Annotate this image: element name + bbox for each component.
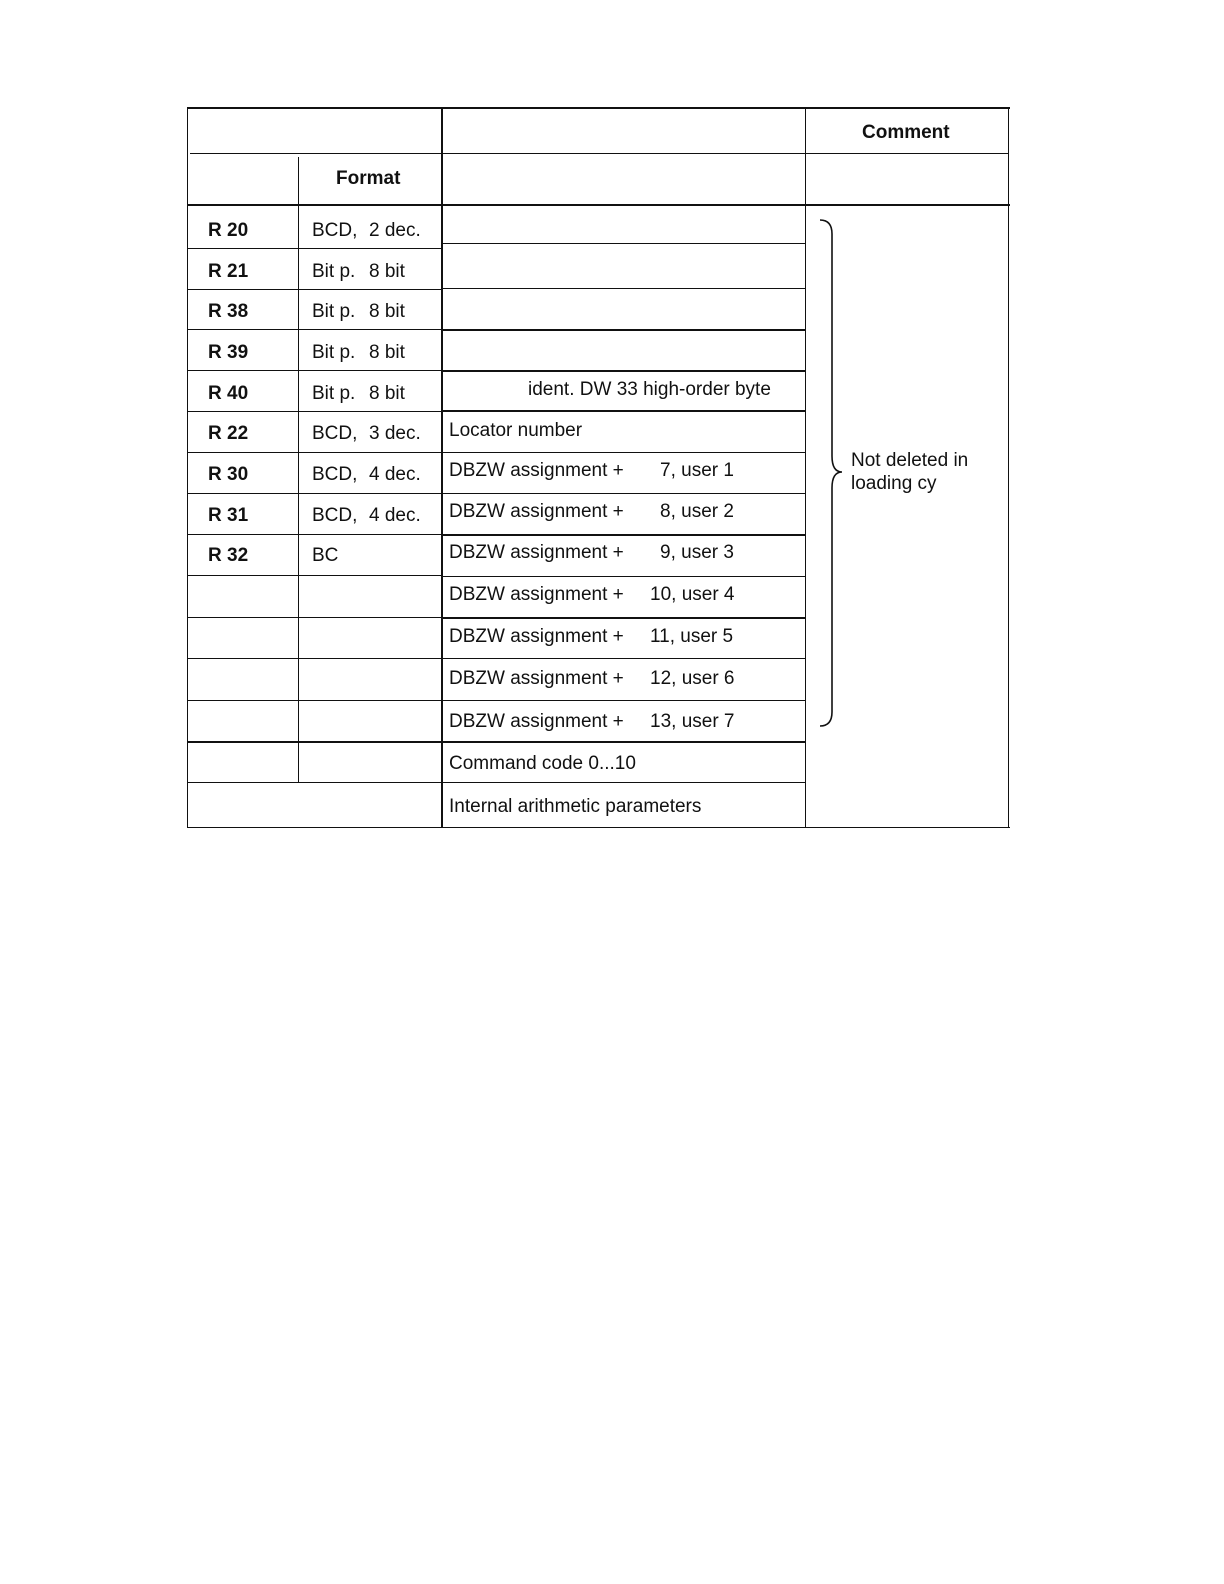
row-divider-left	[187, 534, 441, 535]
register-cell: R 32	[208, 545, 249, 566]
description-cell: DBZW assignment +	[449, 460, 624, 481]
format-cell: Bit p.	[312, 261, 356, 282]
format-detail-cell: 2 dec.	[369, 220, 421, 241]
format-cell: Bit p.	[312, 301, 356, 322]
row-divider-left	[187, 741, 441, 743]
row-divider-left	[187, 658, 441, 659]
description-cell: Internal arithmetic parameters	[449, 796, 702, 817]
format-cell: BCD,	[312, 423, 358, 444]
register-cell: R 40	[208, 383, 249, 404]
row-divider-desc	[441, 782, 805, 783]
register-cell: R 30	[208, 464, 249, 485]
row-divider-desc	[441, 617, 805, 619]
format-detail-cell: 4 dec.	[369, 505, 421, 526]
format-detail-cell: 8 bit	[369, 342, 405, 363]
curly-brace-icon	[815, 216, 849, 730]
description-cell: Command code 0...10	[449, 753, 636, 774]
table-border-bottom	[187, 827, 1010, 828]
header-divider	[190, 153, 1008, 154]
format-detail-cell: 4 dec.	[369, 464, 421, 485]
value-cell: 7, user 1	[660, 460, 734, 481]
table-border-top	[187, 107, 1010, 109]
row-divider-desc	[441, 288, 805, 289]
row-divider-left	[187, 329, 441, 330]
row-divider-desc	[441, 370, 805, 372]
format-cell: BCD,	[312, 505, 358, 526]
row-divider-left	[187, 782, 441, 783]
row-divider-desc	[441, 741, 805, 743]
register-cell: R 31	[208, 505, 249, 526]
description-cell: DBZW assignment +	[449, 626, 624, 647]
description-cell: ident. DW 33 high-order byte	[528, 379, 771, 400]
column-divider-description	[441, 107, 443, 828]
row-divider-left	[187, 289, 441, 290]
row-divider-desc	[441, 410, 805, 412]
value-cell: 12, user 6	[650, 668, 735, 689]
description-cell: Locator number	[449, 420, 583, 441]
register-cell: R 22	[208, 423, 249, 444]
format-detail-cell: 8 bit	[369, 383, 405, 404]
register-cell: R 21	[208, 261, 249, 282]
row-divider-left	[187, 700, 441, 701]
row-divider-desc	[441, 534, 805, 536]
row-divider-desc	[441, 576, 805, 577]
comment-note-line1: Not deleted in	[851, 450, 969, 471]
row-divider-left	[187, 493, 441, 494]
value-cell: 11, user 5	[650, 626, 734, 647]
format-cell: BCD,	[312, 464, 358, 485]
description-cell: DBZW assignment +	[449, 668, 624, 689]
row-divider-desc	[441, 493, 805, 494]
value-cell: 9, user 3	[660, 542, 734, 563]
row-divider-desc	[441, 700, 805, 701]
row-divider-left	[187, 370, 441, 371]
description-cell: DBZW assignment +	[449, 711, 624, 732]
row-divider-left	[187, 575, 441, 576]
row-divider-desc	[441, 329, 805, 331]
row-divider-left	[187, 411, 441, 412]
format-cell: BCD,	[312, 220, 358, 241]
header-bottom-border	[187, 204, 1010, 206]
register-cell: R 38	[208, 301, 249, 322]
format-detail-cell: 8 bit	[369, 261, 405, 282]
column-divider-format	[298, 157, 299, 782]
value-cell: 10, user 4	[650, 584, 735, 605]
row-divider-desc	[441, 243, 805, 244]
row-divider-left	[187, 248, 441, 249]
comment-header: Comment	[862, 122, 950, 143]
table-border-left	[187, 107, 188, 828]
row-divider-desc	[441, 452, 805, 453]
description-cell: DBZW assignment +	[449, 584, 624, 605]
description-cell: DBZW assignment +	[449, 501, 624, 522]
description-cell: DBZW assignment +	[449, 542, 624, 563]
register-cell: R 20	[208, 220, 249, 241]
format-detail-cell: 8 bit	[369, 301, 405, 322]
register-cell: R 39	[208, 342, 249, 363]
value-cell: 8, user 2	[660, 501, 734, 522]
table-border-right	[1008, 107, 1009, 828]
row-divider-left	[187, 617, 441, 618]
value-cell: 13, user 7	[650, 711, 735, 732]
format-header: Format	[336, 168, 401, 189]
format-detail-cell: 3 dec.	[369, 423, 421, 444]
column-divider-comment	[805, 107, 806, 828]
row-divider-desc	[441, 658, 805, 659]
format-cell: BC	[312, 545, 339, 566]
format-cell: Bit p.	[312, 383, 356, 404]
format-cell: Bit p.	[312, 342, 356, 363]
row-divider-left	[187, 452, 441, 453]
comment-note-line2: loading cy	[851, 473, 937, 494]
